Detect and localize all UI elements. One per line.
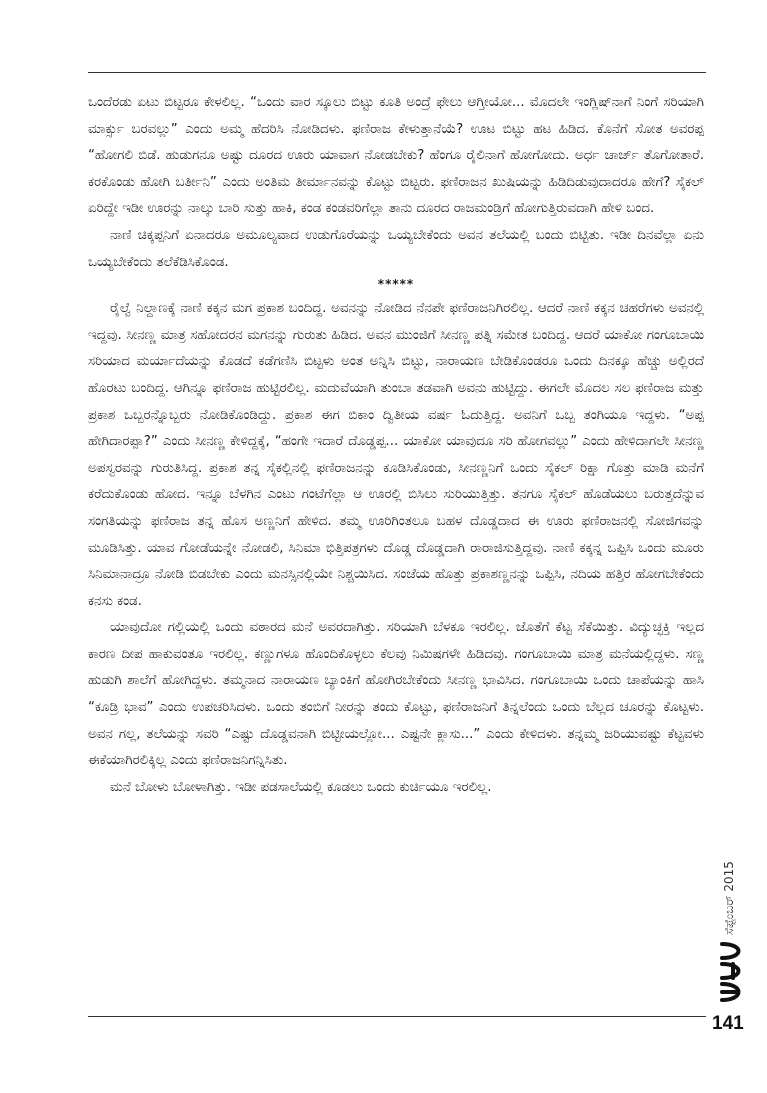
- section-separator: *****: [377, 277, 415, 292]
- paragraph: ಒಂದೆರಡು ಏಟು ಬಿಟ್ಟರೂ ಕೇಳಲಿಲ್ಲ. “ಒಂದು ವಾರ ಸ್ಕೂಲು ಬಿಟ್ಟು ಕೂತಿ ಅಂದ್ರೆ ಫೇಲು ಆಗ್ತೀಯೋ... ಮೊದಲೇ ಇಂಗ್ಲಿಷ್‌ನಾಗೆ ನಿಂಗೆ ಸರಿಯಾಗಿ ಮಾರ್ಕ್ಸು ಬರವಲ್ಲು” ಎಂದು ಅಮ್ಮ ಹೆದರಿಸಿ ನೋಡಿದಳು. ಫಣಿರಾಜ ಕೇಳುತ್ತಾನೆಯೆ? ಊಟ ಬಿಟ್ಟು ಹಟ ಹಿಡಿದ. ಕೊನೆಗೆ ಸೋತ ಅವರಪ್ಪ “ಹೋಗಲಿ ಬಿಡೆ. ಹುಡುಗನೂ ಅಷ್ಟು ದೂರದ ಊರು ಯಾವಾಗ ನೋಡಬೇಕು? ಹೆಂಗೂ ರೈಲಿನಾಗೆ ಹೋಗೋದು. ಅರ್ಧ ಚಾರ್ಜ್ ತೊಗೋತಾರೆ. ಕರಕೊಂಡು ಹೋಗಿ ಬರ್ತೀನಿ” ಎಂದು ಅಂತಿಮ ತೀರ್ಮಾನವನ್ನು ಕೊಟ್ಟು ಬಿಟ್ಟರು. ಫಣಿರಾಜನ ಖುಷಿಯನ್ನು ಹಿಡಿದಿಡುವುದಾದರೂ ಹೇಗೆ? ಸೈಕಲ್ ಏರಿದ್ದೇ ಇಡೀ ಊರನ್ನು ನಾಲ್ಕು ಬಾರಿ ಸುತ್ತು ಹಾಕಿ, ಕಂಡ ಕಂಡವರಿಗೆಲ್ಲಾ ತಾನು ದೂರದ ರಾಜಮಂಡ್ರಿಗೆ ಹೋಗುತ್ತಿರುವದಾಗಿ ಹೇಳಿ ಬಂದ.: [88, 95, 704, 217]
- page-number: 141: [712, 1013, 744, 1034]
- issue-date: ಸೆಪ್ಟೆಂಬರ್ 2015: [722, 861, 736, 935]
- article-body: [88, 90, 704, 801]
- paragraph: ಮನೆ ಬೋಳು ಬೋಳಾಗಿತ್ತು. ಇಡೀ ಪಡಸಾಲೆಯಲ್ಲಿ ಕೂಡಲು ಒಂದು ಕುರ್ಚಿಯೂ ಇರಲಿಲ್ಲ.: [110, 779, 492, 795]
- paragraph: ನಾಣಿ ಚಿಕ್ಕಪ್ಪನಿಗೆ ಏನಾದರೂ ಅಮೂಲ್ಯವಾದ ಉಡುಗೊರೆಯನ್ನು ಒಯ್ಯಬೇಕೆಂದು ಅವನ ತಲೆಯಲ್ಲಿ ಬಂದು ಬಿಟ್ಟಿತು. ಇಡೀ ದಿನವೆಲ್ಲಾ ಏನು ಒಯ್ಯಬೇಕೆಂದು ತಲೆಕೆಡಿಸಿಕೊಂಡ.: [88, 227, 704, 270]
- magazine-logo: [714, 938, 752, 1010]
- paragraph: ಯಾವುದೋ ಗಲ್ಲಿಯಲ್ಲಿ ಒಂದು ವಠಾರದ ಮನೆ ಅವರದಾಗಿತ್ತು. ಸರಿಯಾಗಿ ಬೆಳಕೂ ಇರಲಿಲ್ಲ. ಜೊತೆಗೆ ಕೆಟ್ಟ ಸೆಕೆಯಿತ್ತು. ವಿದ್ಯುಚ್ಛಕ್ತಿ ಇಲ್ಲದ ಕಾರಣ ದೀಪ ಹಾಕುವಂತೂ ಇರಲಿಲ್ಲ. ಕಣ್ಣುಗಳೂ ಹೊಂದಿಕೊಳ್ಳಲು ಕೆಲವು ನಿಮಿಷಗಳೇ ಹಿಡಿದವು. ಗಂಗೂಬಾಯಿ ಮಾತ್ರ ಮನೆಯಲ್ಲಿದ್ದಳು. ಸಣ್ಣ ಹುಡುಗಿ ಶಾಲೆಗೆ ಹೋಗಿದ್ದಳು. ತಮ್ಮನಾದ ನಾರಾಯಣ ಬ್ಯಾಂಕಿಗೆ ಹೋಗಿರಬೇಕೆಂದು ಸೀನಣ್ಣ ಭಾವಿಸಿದ. ಗಂಗೂಬಾಯಿ ಒಂದು ಚಾಪೆಯನ್ನು ಹಾಸಿ “ಕೂಡ್ರಿ ಭಾವ” ಎಂದು ಉಪಚರಿಸಿದಳು. ಒಂದು ತಂಬಿಗೆ ನೀರನ್ನು ತಂದು ಕೊಟ್ಟು, ಫಣಿರಾಜನಿಗೆ ತಿನ್ನಲೆಂದು ಒಂದು ಬೆಲ್ಲದ ಚೂರನ್ನು ಕೊಟ್ಟಳು. ಅವನ ಗಲ್ಲ, ತಲೆಯನ್ನು ಸವರಿ “ಎಷ್ಟು ದೊಡ್ಡವನಾಗಿ ಬಿಟ್ಟೀಯಲ್ಲೋ... ಎಷ್ಟನೇ ಕ್ಲಾಸು...” ಎಂದು ಕೇಳಿದಳು. ತನ್ನಮ್ಮ ಜರಿಯುವಷ್ಟು ಕೆಟ್ಟವಳು ಈಕೆಯಾಗಿರಲಿಕ್ಕಿಲ್ಲ ಎಂದು ಫಣಿರಾಜನಿಗನ್ನಿಸಿತು.: [88, 620, 704, 769]
- bottom-rule: [88, 1016, 706, 1017]
- top-rule: [88, 72, 706, 73]
- paragraph: ರೈಲ್ವೆ ನಿಲ್ದಾಣಕ್ಕೆ ನಾಣಿ ಕಕ್ಕನ ಮಗ ಪ್ರಕಾಶ ಬಂದಿದ್ದ. ಅವನನ್ನು ನೋಡಿದ ನೆನಪೇ ಫಣಿರಾಜನಿಗಿರಲಿಲ್ಲ. ಆದರೆ ನಾಣಿ ಕಕ್ಕನ ಚಹರೆಗಳು ಅವನಲ್ಲಿ ಇದ್ದವು. ಸೀನಣ್ಣ ಮಾತ್ರ ಸಹೋದರನ ಮಗನನ್ನು ಗುರುತು ಹಿಡಿದ. ಅವನ ಮುಂಜಿಗೆ ಸೀನಣ್ಣ ಪತ್ನಿ ಸಮೇತ ಬಂದಿದ್ದ. ಆದರೆ ಯಾಕೋ ಗಂಗೂಬಾಯಿ ಸರಿಯಾದ ಮರ್ಯಾದೆಯನ್ನು ಕೊಡದೆ ಕಡೆಗಣಿಸಿ ಬಿಟ್ಟಳು ಅಂತ ಅನ್ನಿಸಿ ಬಿಟ್ಟು, ನಾರಾಯಣ ಬೇಡಿಕೊಂಡರೂ ಒಂದು ದಿನಕ್ಕೂ ಹೆಚ್ಚು ಅಲ್ಲಿರದೆ ಹೊರಟು ಬಂದಿದ್ದ. ಆಗಿನ್ನೂ ಫಣಿರಾಜ ಹುಟ್ಟಿರಲಿಲ್ಲ. ಮದುವೆಯಾಗಿ ತುಂಬಾ ತಡವಾಗಿ ಅವನು ಹುಟ್ಟಿದ್ದು. ಈಗಲೇ ಮೊದಲ ಸಲ ಫಣಿರಾಜ ಮತ್ತು ಪ್ರಕಾಶ ಒಬ್ಬರನ್ನೊಬ್ಬರು ನೋಡಿಕೊಂಡಿದ್ದು. ಪ್ರಕಾಶ ಈಗ ಬಿಕಾಂ ದ್ವಿತೀಯ ವರ್ಷ ಓದುತ್ತಿದ್ದ. ಅವನಿಗೆ ಒಬ್ಬ ತಂಗಿಯೂ ಇದ್ದಳು. “ಅಪ್ಪ ಹೇಗಿದಾರಪ್ಪಾ?” ಎಂದು ಸೀನಣ್ಣ ಕೇಳಿದ್ದಕ್ಕೆ, “ಹಂಗೇ ಇದಾರೆ ದೊಡ್ಡಪ್ಪ... ಯಾಕೋ ಯಾವುದೂ ಸರಿ ಹೋಗವಲ್ಲು” ಎಂದು ಹೇಳಿದಾಗಲೇ ಸೀನಣ್ಣ ಅಪಸ್ವರವನ್ನು ಗುರುತಿಸಿದ್ದ. ಪ್ರಕಾಶ ತನ್ನ ಸೈಕಲ್ಲಿನಲ್ಲಿ ಫಣಿರಾಜನನ್ನು ಕೂಡಿಸಿಕೊಂಡು, ಸೀನಣ್ಣನಿಗೆ ಒಂದು ಸೈಕಲ್ ರಿಕ್ಷಾ ಗೊತ್ತು ಮಾಡಿ ಮನೆಗೆ ಕರೆದುಕೊಂಡು ಹೋದ. ಇನ್ನೂ ಬೆಳಗಿನ ಎಂಟು ಗಂಟೆಗೆಲ್ಲಾ ಆ ಊರಲ್ಲಿ ಬಿಸಿಲು ಸುರಿಯುತ್ತಿತ್ತು. ತನಗೂ ಸೈಕಲ್ ಹೊಡೆಯಲು ಬರುತ್ತದೆನ್ನುವ ಸಂಗತಿಯನ್ನು ಫಣಿರಾಜ ತನ್ನ ಹೊಸ ಅಣ್ಣನಿಗೆ ಹೇಳಿದ. ತಮ್ಮ ಊರಿಗಿಂತಲೂ ಬಹಳ ದೊಡ್ಡದಾದ ಈ ಊರು ಫಣಿರಾಜನಲ್ಲಿ ಸೋಜಿಗವನ್ನು ಮೂಡಿಸಿತ್ತು. ಯಾವ ಗೋಡೆಯನ್ನೇ ನೋಡಲಿ, ಸಿನಿಮಾ ಭಿತ್ತಿಪತ್ರಗಳು ದೊಡ್ಡ ದೊಡ್ಡದಾಗಿ ರಾರಾಜಿಸುತ್ತಿದ್ದವು. ನಾಣಿ ಕಕ್ಕನ್ನ ಒಪ್ಪಿಸಿ ಒಂದು ಮೂರು ಸಿನಿಮಾನಾದ್ರೂ ನೋಡಿ ಬಿಡಬೇಕು ಎಂದು ಮನಸ್ಸಿನಲ್ಲಿಯೇ ನಿಶ್ಚಯಿಸಿದ. ಸಂಜೆಯ ಹೊತ್ತು ಪ್ರಕಾಶಣ್ಣನನ್ನು ಒಪ್ಪಿಸಿ, ನದಿಯ ಹತ್ತಿರ ಹೋಗಬೇಕೆಂದು ಕನಸು ಕಂಡ.: [88, 301, 704, 609]
